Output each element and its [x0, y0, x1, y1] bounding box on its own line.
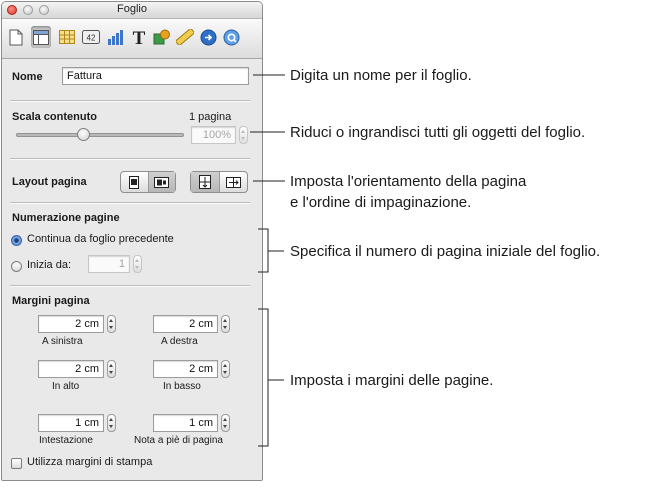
footer-margin-field[interactable]: 1 cm	[153, 414, 218, 432]
start-page-number-field[interactable]: 1	[88, 255, 130, 273]
callout-bracket-margins	[258, 309, 284, 446]
use-print-margins-label: Utilizza margini di stampa	[27, 456, 153, 468]
left-margin-caption: A sinistra	[42, 336, 83, 347]
bottom-margin-caption: In basso	[163, 381, 201, 392]
top-margin-field[interactable]: 2 cm	[38, 360, 104, 378]
name-label: Nome	[12, 71, 43, 83]
header-margin-field[interactable]: 1 cm	[38, 414, 104, 432]
right-margin-field[interactable]: 2 cm	[153, 315, 218, 333]
callout-bracket-numbering	[258, 229, 284, 272]
callout-numbering-text: Specifica il numero di pagina iniziale del foglio.	[290, 243, 601, 260]
callout-scale-text: Riduci o ingrandisci tutti gli oggetti del foglio.	[290, 124, 586, 141]
content-scale-label: Scala contenuto	[12, 111, 97, 123]
page-margins-label: Margini pagina	[12, 295, 90, 307]
bottom-margin-field[interactable]: 2 cm	[153, 360, 218, 378]
callout-layout-text-line2: e l'ordine di impaginazione.	[290, 194, 472, 211]
callout-layout-text-line1: Imposta l'orientamento della pagina	[290, 173, 527, 190]
callout-margins-text: Imposta i margini delle pagine.	[290, 372, 494, 389]
left-margin-field[interactable]: 2 cm	[38, 315, 104, 333]
callout-name-text: Digita un nome per il foglio.	[290, 67, 472, 84]
content-scale-percent-field[interactable]: 100%	[191, 126, 236, 144]
footer-margin-caption: Nota a piè di pagina	[134, 435, 223, 446]
start-at-label: Inizia da:	[27, 259, 72, 271]
page-layout-label: Layout pagina	[12, 176, 87, 188]
header-margin-caption: Intestazione	[39, 435, 93, 446]
svg-text:42: 42	[86, 33, 96, 43]
top-margin-caption: In alto	[52, 381, 80, 392]
svg-text:T: T	[132, 28, 146, 46]
right-margin-caption: A destra	[161, 336, 198, 347]
sheet-name-input[interactable]: Fattura	[62, 67, 249, 85]
window-title: Foglio	[117, 3, 147, 15]
pages-count-text: 1 pagina	[189, 111, 232, 123]
page-numbering-label: Numerazione pagine	[12, 212, 120, 224]
continue-numbering-label: Continua da foglio precedente	[27, 233, 174, 245]
